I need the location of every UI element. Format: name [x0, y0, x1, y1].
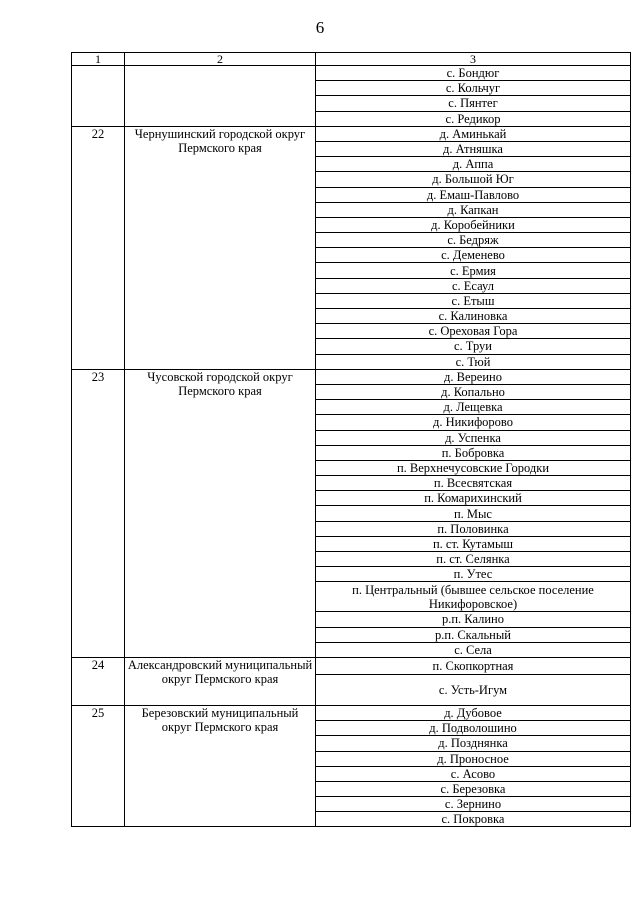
locality-name: с. Етыш	[316, 293, 631, 308]
header-col-3: 3	[316, 53, 631, 66]
district-name: Березовский муниципальный округ Пермского края	[125, 705, 316, 827]
table-row	[72, 66, 631, 81]
locality-name: д. Аппа	[316, 157, 631, 172]
locality-name: д. Коробейники	[316, 217, 631, 232]
locality-name: р.п. Калино	[316, 612, 631, 627]
header-col-1: 1	[72, 53, 125, 66]
locality-name: д. Емаш-Павлово	[316, 187, 631, 202]
locality-name: д. Позднянка	[316, 736, 631, 751]
locality-name: п. Половинка	[316, 521, 631, 536]
district-number: 23	[72, 369, 125, 657]
table-row	[72, 657, 631, 674]
locality-name: д. Успенка	[316, 430, 631, 445]
locality-name: с. Усть-Игум	[316, 674, 631, 705]
table-header-row	[72, 53, 631, 66]
district-number: 25	[72, 705, 125, 827]
table-body	[72, 53, 631, 827]
district-name	[125, 66, 316, 127]
locality-name: д. Капкан	[316, 202, 631, 217]
table-row	[72, 126, 631, 141]
locality-name: р.п. Скальный	[316, 627, 631, 642]
table-row	[72, 369, 631, 384]
table-row	[72, 705, 631, 720]
locality-name: п. Утес	[316, 567, 631, 582]
locality-name: с. Редикор	[316, 111, 631, 126]
locality-name: с. Бондюг	[316, 66, 631, 81]
locality-name: п. Верхнечусовские Городки	[316, 460, 631, 475]
locality-name: с. Ермия	[316, 263, 631, 278]
locality-name: п. ст. Селянка	[316, 552, 631, 567]
district-name: Чусовской городской округ Пермского края	[125, 369, 316, 657]
locality-name: с. Пянтег	[316, 96, 631, 111]
locality-name: с. Зернино	[316, 797, 631, 812]
district-name: Александровский муниципальный округ Пермского края	[125, 657, 316, 705]
locality-name: с. Покровка	[316, 812, 631, 827]
locality-name: п. Всесвятская	[316, 476, 631, 491]
locality-name: д. Проносное	[316, 751, 631, 766]
district-number: 22	[72, 126, 125, 369]
locality-name: п. Комарихинский	[316, 491, 631, 506]
locality-name: с. Асово	[316, 766, 631, 781]
locality-name: с. Бедряж	[316, 233, 631, 248]
locality-name: с. Калиновка	[316, 309, 631, 324]
locality-name: д. Подволошино	[316, 721, 631, 736]
locality-name: с. Труи	[316, 339, 631, 354]
locality-name: с. Кольчуг	[316, 81, 631, 96]
district-name: Чернушинский городской округ Пермского края	[125, 126, 316, 369]
district-number	[72, 66, 125, 127]
locality-name: д. Большой Юг	[316, 172, 631, 187]
locality-name: с. Села	[316, 642, 631, 657]
locality-name: п. ст. Кутамыш	[316, 536, 631, 551]
settlements-table	[71, 52, 631, 827]
locality-name: д. Копально	[316, 384, 631, 399]
locality-name: с. Тюй	[316, 354, 631, 369]
locality-name: д. Аминькай	[316, 126, 631, 141]
header-col-2: 2	[125, 53, 316, 66]
locality-name: п. Мыс	[316, 506, 631, 521]
locality-name: д. Вереино	[316, 369, 631, 384]
locality-name: п. Скопкортная	[316, 657, 631, 674]
locality-name: п. Центральный (бывшее сельское поселение Никифоровское)	[316, 582, 631, 612]
district-number: 24	[72, 657, 125, 705]
locality-name: с. Деменево	[316, 248, 631, 263]
locality-name: с. Березовка	[316, 781, 631, 796]
page-number: 6	[315, 18, 325, 37]
locality-name: п. Бобровка	[316, 445, 631, 460]
locality-name: д. Атняшка	[316, 141, 631, 156]
locality-name: с. Есаул	[316, 278, 631, 293]
locality-name: д. Лещевка	[316, 400, 631, 415]
locality-name: с. Ореховая Гора	[316, 324, 631, 339]
locality-name: д. Никифорово	[316, 415, 631, 430]
locality-name: д. Дубовое	[316, 705, 631, 720]
